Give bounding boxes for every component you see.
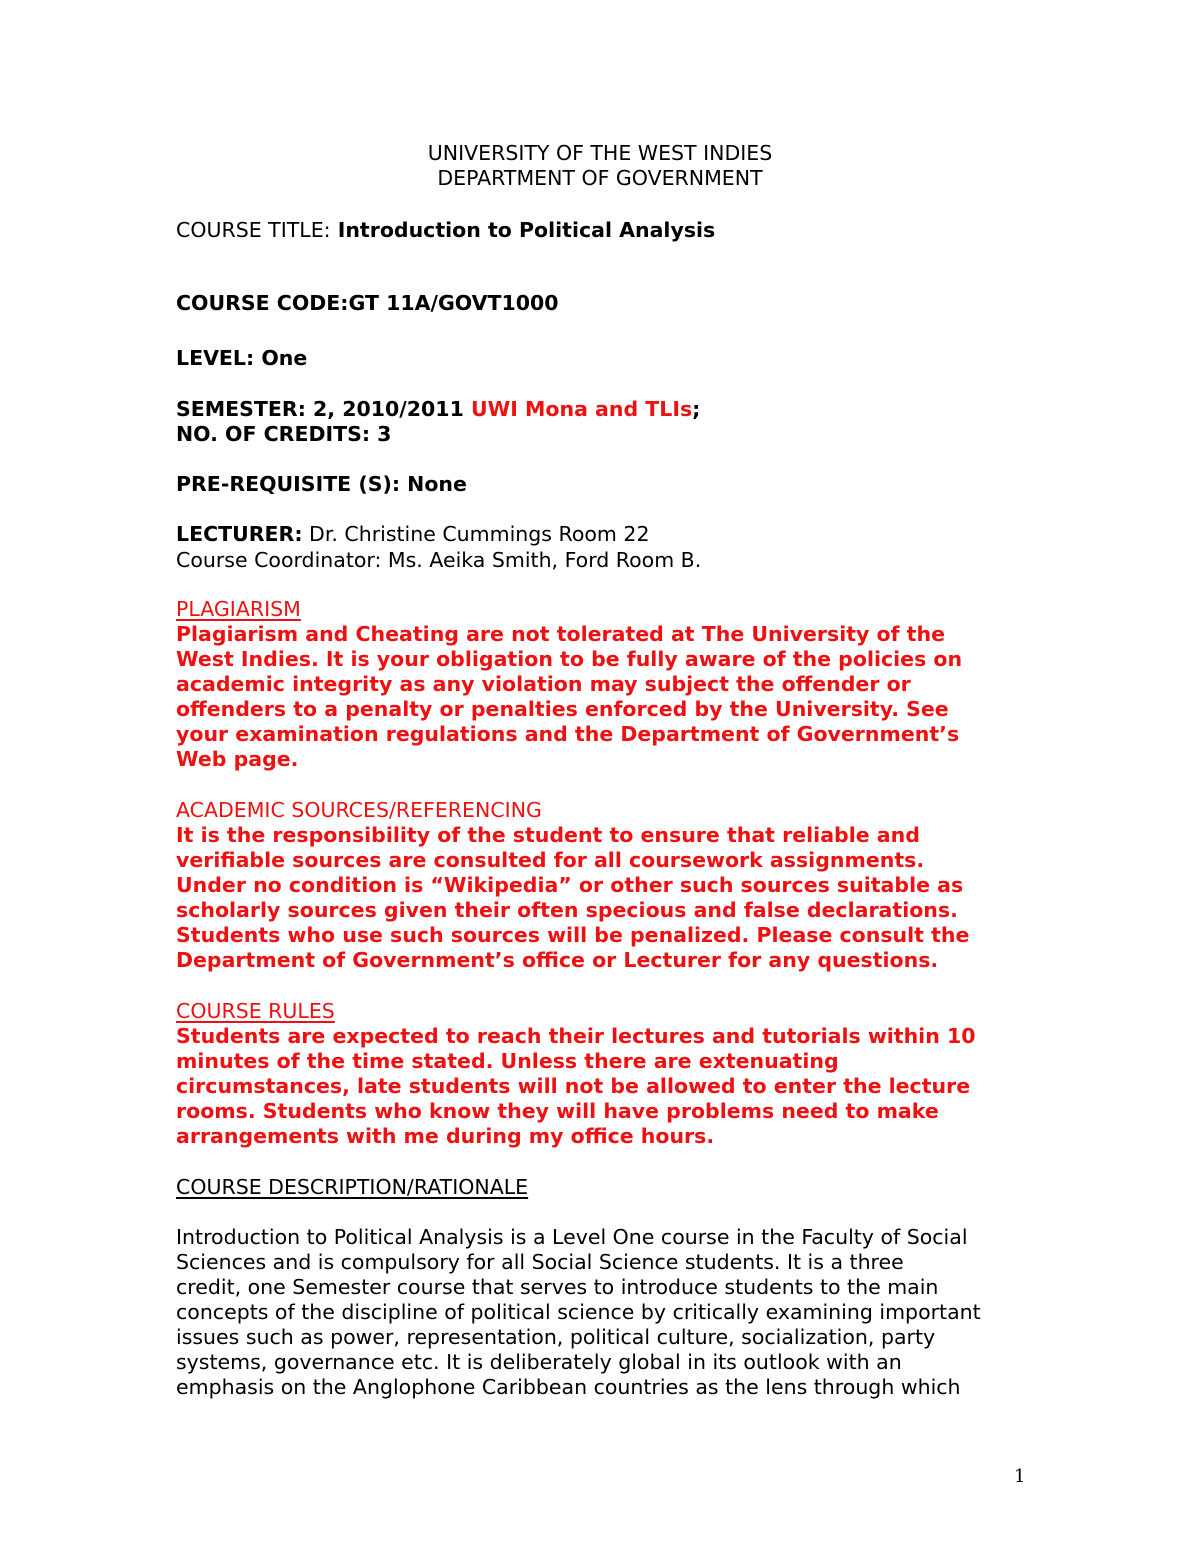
paragraph-line: minutes of the time stated. Unless there are extenuating [176, 1049, 839, 1073]
sources-paragraph [176, 823, 1036, 973]
course-level: LEVEL: One [176, 346, 308, 370]
plagiarism-paragraph [176, 622, 1036, 772]
paragraph-line: circumstances, late students will not be allowed to enter the lecture [176, 1074, 971, 1098]
university-heading: UNIVERSITY OF THE WEST INDIES [427, 141, 773, 165]
credits-line: NO. OF CREDITS: 3 [176, 422, 392, 446]
paragraph-line: Web page. [176, 747, 299, 771]
paragraph-line: issues such as power, representation, political culture, socialization, party [176, 1325, 936, 1349]
department-heading: DEPARTMENT OF GOVERNMENT [437, 166, 763, 190]
paragraph-line: Sciences and is compulsory for all Social Science students. It is a three [176, 1250, 904, 1274]
rules-heading: COURSE RULES [176, 999, 335, 1023]
paragraph-line: Students who use such sources will be penalized. Please consult the [176, 923, 970, 947]
paragraph-line: Students are expected to reach their lectures and tutorials within 10 [176, 1024, 976, 1048]
paragraph-line: Department of Government’s office or Lecturer for any questions. [176, 948, 939, 972]
semester-text: SEMESTER: 2, 2010/2011 [176, 397, 471, 421]
description-paragraph [176, 1225, 1036, 1400]
lecturer-value: Dr. Christine Cummings Room 22 [302, 522, 650, 546]
course-title-line [176, 218, 715, 243]
semester-campus: UWI Mona and TLIs [470, 397, 693, 421]
paragraph-line: Plagiarism and Cheating are not tolerated at The University of the [176, 622, 945, 646]
semester-line [176, 397, 700, 422]
paragraph-line: concepts of the discipline of political science by critically examining important [176, 1300, 981, 1324]
page-number: 1 [1014, 1466, 1026, 1487]
paragraph-line: It is the responsibility of the student to ensure that reliable and [176, 823, 920, 847]
semester-suffix: ; [692, 397, 701, 421]
paragraph-line: arrangements with me during my office hours. [176, 1124, 715, 1148]
paragraph-line: Under no condition is “Wikipedia” or other such sources suitable as [176, 873, 964, 897]
paragraph-line: offenders to a penalty or penalties enforced by the University. See [176, 697, 949, 721]
paragraph-line: your examination regulations and the Department of Government’s [176, 722, 960, 746]
lecturer-label: LECTURER: [176, 522, 303, 546]
paragraph-line: scholarly sources given their often specious and false declarations. [176, 898, 958, 922]
paragraph-line: Introduction to Political Analysis is a Level One course in the Faculty of Social [176, 1225, 968, 1249]
lecturer-line [176, 522, 649, 547]
course-title-label: COURSE TITLE: [176, 218, 331, 242]
paragraph-line: academic integrity as any violation may subject the offender or [176, 672, 911, 696]
course-title-value: Introduction to Political Analysis [330, 218, 716, 242]
coordinator-line: Course Coordinator: Ms. Aeika Smith, Ford Room B. [176, 548, 702, 572]
description-heading: COURSE DESCRIPTION/RATIONALE [176, 1175, 529, 1199]
paragraph-line: verifiable sources are consulted for all coursework assignments. [176, 848, 925, 872]
rules-paragraph [176, 1024, 1036, 1149]
plagiarism-heading: PLAGIARISM [176, 597, 301, 621]
course-code: COURSE CODE:GT 11A/GOVT1000 [176, 291, 559, 315]
paragraph-line: emphasis on the Anglophone Caribbean countries as the lens through which [176, 1375, 961, 1399]
paragraph-line: credit, one Semester course that serves to introduce students to the main [176, 1275, 939, 1299]
sources-heading: ACADEMIC SOURCES/REFERENCING [176, 798, 542, 822]
paragraph-line: systems, governance etc. It is deliberately global in its outlook with an [176, 1350, 902, 1374]
paragraph-line: rooms. Students who know they will have problems need to make [176, 1099, 939, 1123]
prerequisite-line: PRE-REQUISITE (S): None [176, 472, 467, 496]
paragraph-line: West Indies. It is your obligation to be fully aware of the policies on [176, 647, 963, 671]
